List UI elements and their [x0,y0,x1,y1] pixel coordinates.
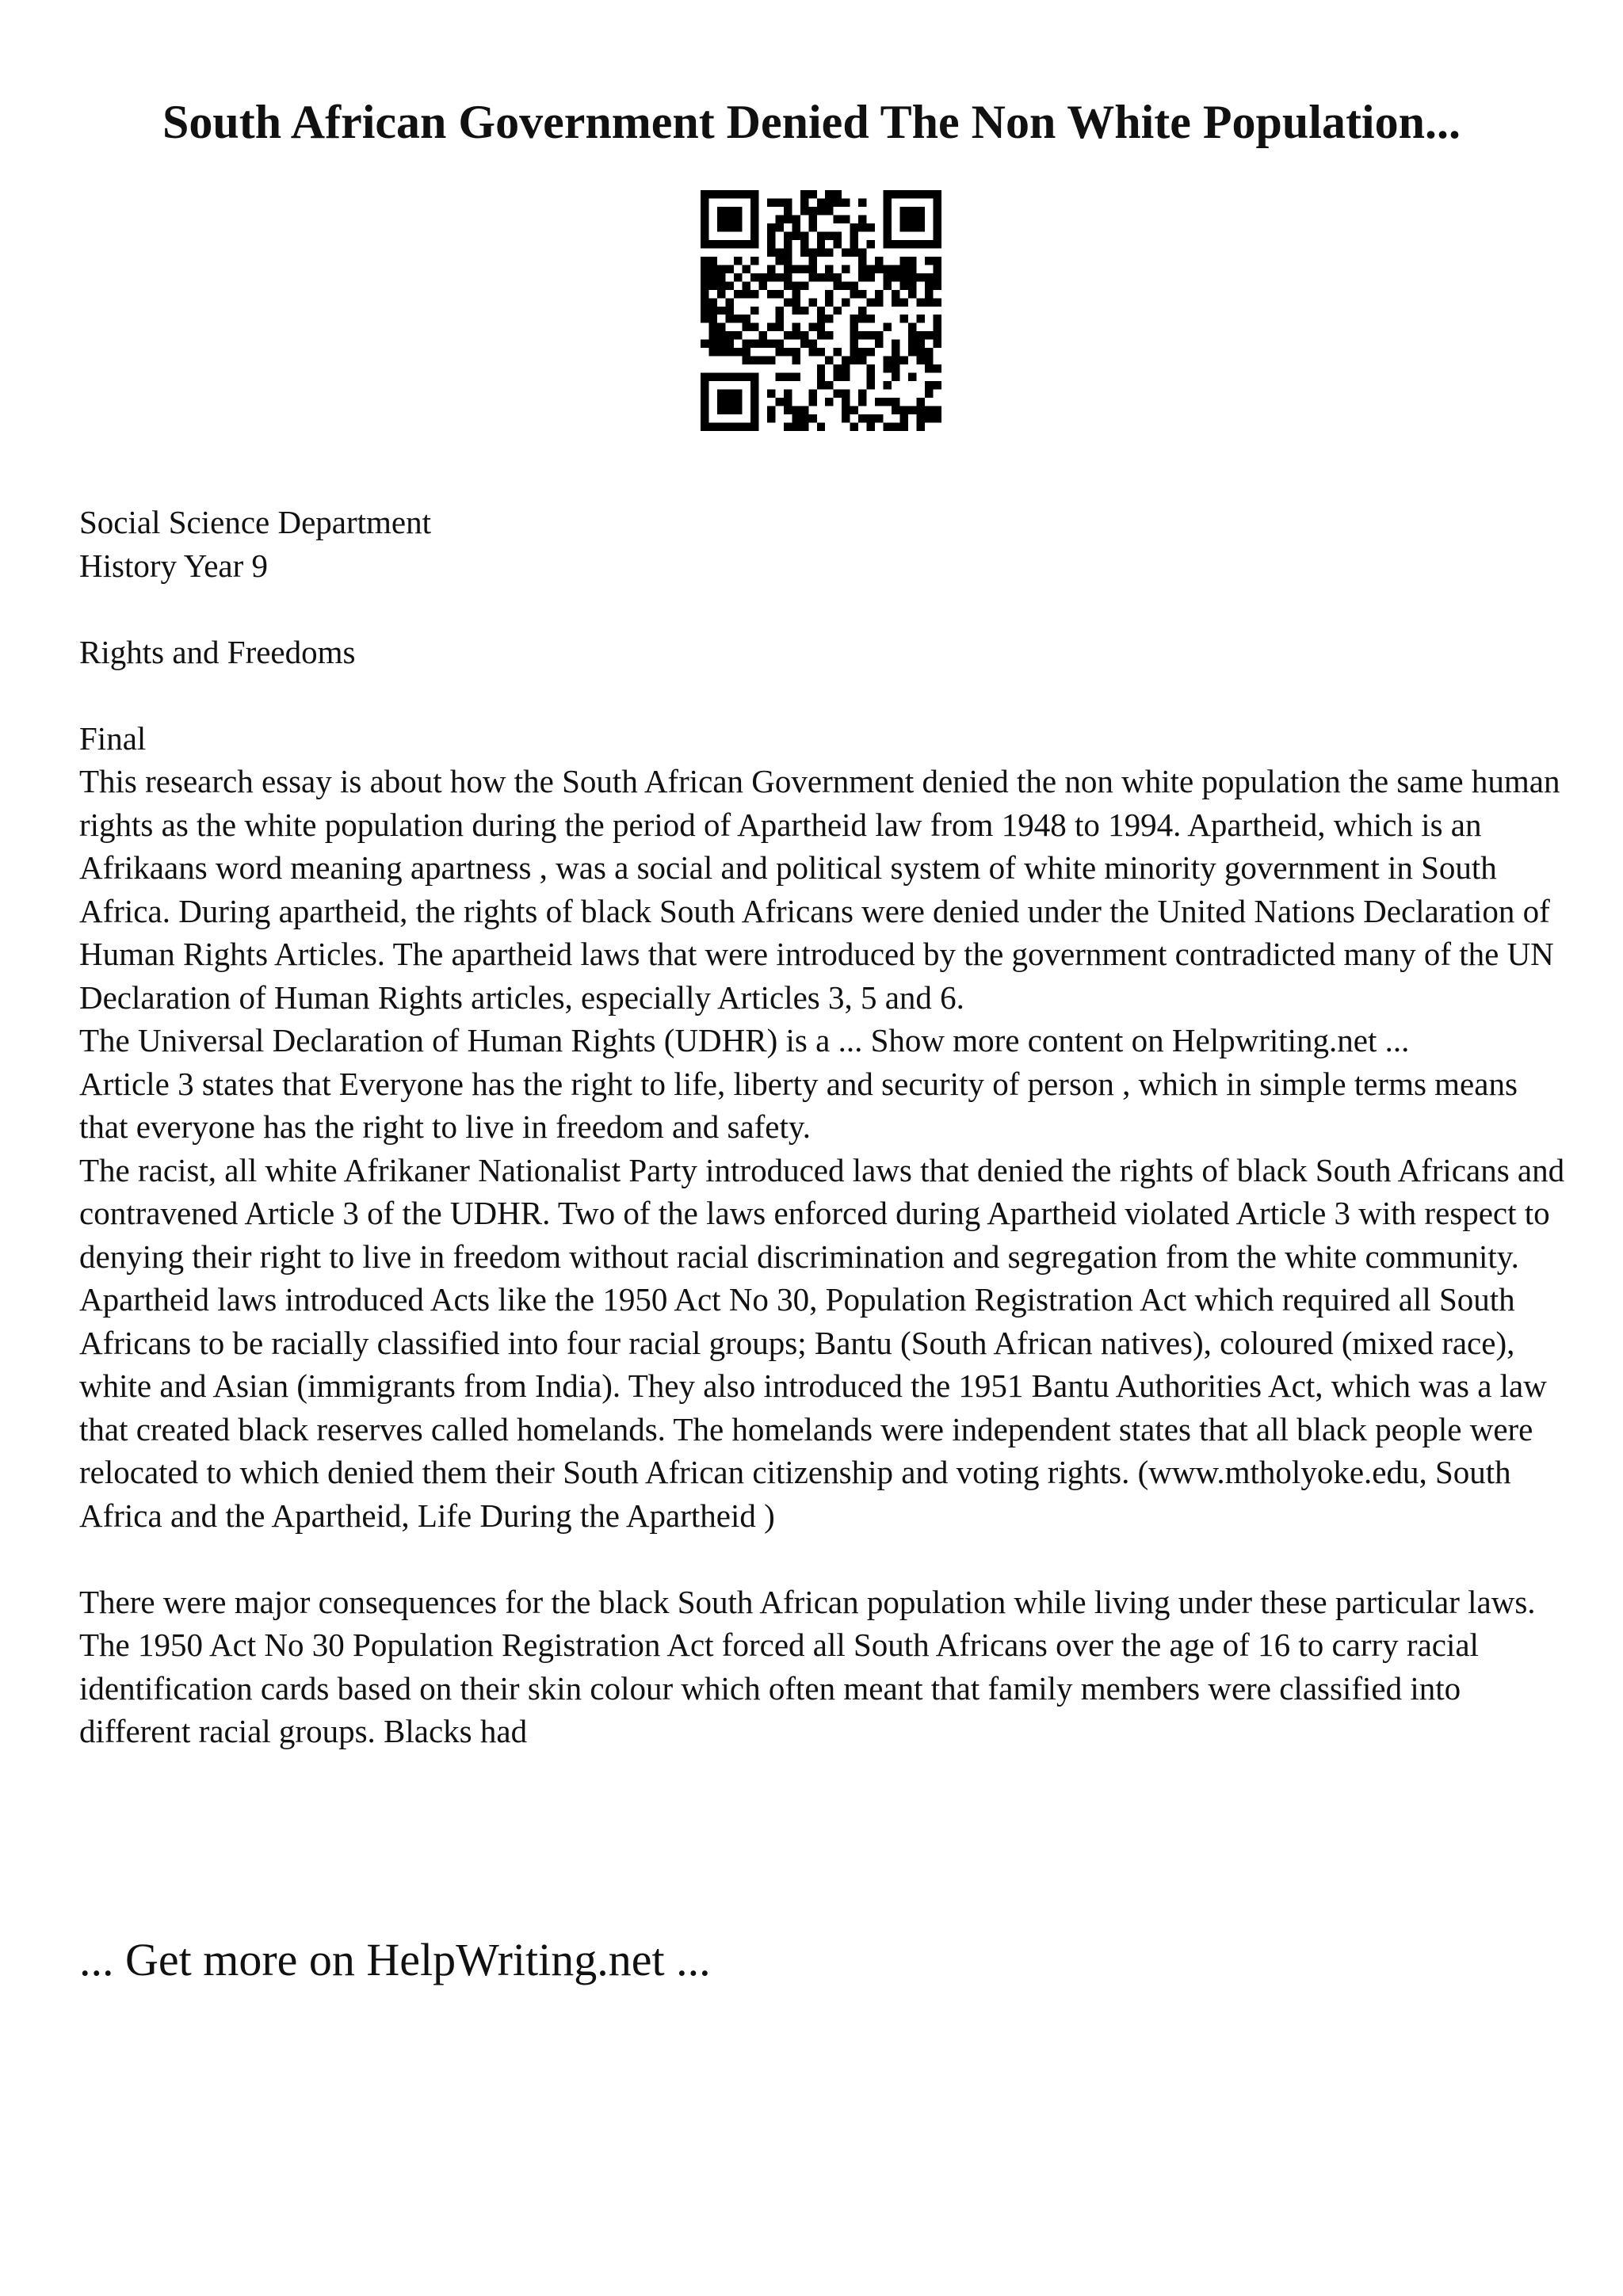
paragraph-article-3: Article 3 states that Everyone has the right to life, liberty and security of person , which in simple terms means that everyone has the right to live in freedom and safety. [79,1065,1518,1145]
paragraph-intro: This research essay is about how the South African Government denied the non white population the same human rights as the white population during the period of Apartheid law from 1948 to 1994. Apartheid, which is an Afrikaans word meaning apartness , was a social and political system of white minority government in South Africa. During apartheid, the rights of black South Africans were denied under the United Nations Declaration of Human Rights Articles. The apartheid laws that were introduced by the government contradicted many of the UN Declaration of Human Rights articles, especially Articles 3, 5 and 6. [79,763,1560,1016]
document-label: Final [79,719,147,757]
header-line-year: History Year 9 [79,547,269,584]
document-title: South African Government Denied The Non White Population... [162,96,1461,148]
header-line-department: Social Science Department [79,504,431,540]
paragraph-consequences: There were major consequences for the black South African population while living under these particular laws. The 1950 Act No 30 Population Registration Act forced all South Africans over the age of 16 to carry racial identification cards based on their skin colour which often meant that family members were classified into different racial groups. Blacks had [79,1583,1536,1749]
get-more-link[interactable]: ... Get more on HelpWriting.net ... [79,1934,711,1985]
qr-code-graphic [701,190,941,431]
document-body [79,501,1569,1753]
document-subtitle: Rights and Freedoms [79,633,356,670]
paragraph-udhr-teaser: The Universal Declaration of Human Rights (UDHR) is a ... Show more content on Helpwriting.net ... [79,1022,1410,1058]
qr-code-icon[interactable] [701,190,941,431]
paragraph-nationalist-laws: The racist, all white Afrikaner Nationalist Party introduced laws that denied the rights of black South Africans and contravened Article 3 of the UDHR. Two of the laws enforced during Apartheid violated Article 3 with respect to denying their right to live in freedom without racial discrimination and segregation from the white community. Apartheid laws introduced Acts like the 1950 Act No 30, Population Registration Act which required all South Africans to be racially classified into four racial groups; Bantu (South African natives), coloured (mixed race), white and Asian (immigrants from India). They also introduced the 1951 Bantu Authorities Act, which was a law that created black reserves called homelands. The homelands were independent states that all black people were relocated to which denied them their South African citizenship and voting rights. (www.mtholyoke.edu, South Africa and the Apartheid, Life During the Apartheid ) [79,1151,1565,1534]
